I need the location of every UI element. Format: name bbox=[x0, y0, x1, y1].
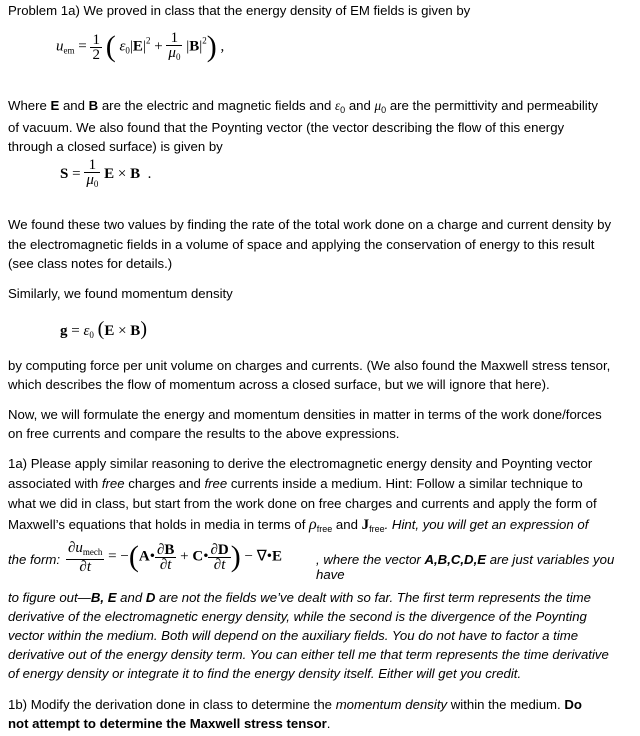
energy-density-equation: $u_{em}$ = $\frac{1}{2}$ ( $\varepsilon_0|E|^2$ + $\frac{1}{\mu_0}$ $|B|^2$) , bbox=[56, 29, 225, 63]
part-a-line-1: 1a) Please apply similar reasoning to derive the electromagnetic energy density and Poynting vector bbox=[8, 456, 593, 471]
similarly-line: Similarly, we found momentum density bbox=[8, 286, 233, 301]
computing-line-1: by computing force per unit volume on charges and currents. (We also found the Maxwell stress tensor, bbox=[8, 358, 611, 373]
found-line-3: (see class notes for details.) bbox=[8, 256, 173, 271]
now-line-1: Now, we will formulate the energy and momentum densities in matter in terms of the work done/forces bbox=[8, 407, 602, 422]
part-b-line-1: 1b) Modify the derivation done in class to determine the momentum density within the medium. Do bbox=[8, 697, 582, 712]
poynting-equation: S = $\frac{1}{\mu_0}$ E × B . bbox=[60, 157, 152, 189]
italic-line-5: of energy density or integrate it to find the energy density itself. Either will get you credit. bbox=[8, 666, 522, 681]
fields-description: Where E and B are the electric and magnetic fields and $\varepsilon_0$ and $\mu_0$ are the permittivity and permeability bbox=[8, 98, 598, 115]
momentum-density-equation: $g = \varepsilon_0$ (E × B) bbox=[60, 318, 147, 340]
part-a-line-3: what we did in class, but start from the work done on free charges and currents and apply the form of bbox=[8, 496, 597, 511]
part-a-line-2: associated with free charges and free currents inside a medium. Hint: Follow a similar technique to bbox=[8, 476, 583, 491]
found-line-2: the electromagnetic fields in a volume of space and applying the conservation of energy to this result bbox=[8, 237, 595, 252]
part-a-line-4: Maxwell’s equations that holds in media in terms of $\rho_{free}$ and $J_{free}$. Hint, you will get an expression of bbox=[8, 516, 589, 534]
fields-line-2: of vacuum. We also found that the Poynting vector (the vector describing the flow of this energy bbox=[8, 120, 565, 135]
fields-line-3: through a closed surface) is given by bbox=[8, 139, 223, 154]
italic-line-4: derivative out of the energy density term. You can either tell me that term represents the time derivative bbox=[8, 647, 609, 662]
computing-line-2: which describes the flow of momentum across a closed surface, but we will ignore that here). bbox=[8, 377, 550, 392]
italic-line-2: derivative of the electromagnetic energy density, while the second is the divergence of the Poynting bbox=[8, 609, 587, 624]
now-line-2: on free currents and compare the results to the above expressions. bbox=[8, 426, 400, 441]
form-equation: $\frac{\partial u_{mech}}{\partial t}$ = −(A• $\frac{\partial B}{\partial t}$ + C• $\frac{\partial D}{\partial t}$ ) − ∇•E bbox=[68, 539, 282, 575]
problem-intro: Problem 1a) We proved in class that the energy density of EM fields is given by bbox=[8, 3, 471, 18]
found-line-1: We found these two values by finding the rate of the total work done on a charge and current density by bbox=[8, 217, 612, 232]
part-b-line-2: not attempt to determine the Maxwell stress tensor. bbox=[8, 716, 331, 731]
form-equation-line: the form: $\frac{\partial u_{mech}}{\partial t}$ = −(A• $\frac{\partial B}{\partial t}$ + C• $\frac{\partial D}{\partial t}$ ) − ∇•E , where the vector A,B,C,D,E are just variables you have bbox=[8, 539, 615, 582]
italic-line-1: to figure out—B, E and D are not the fields we’ve dealt with so far. The first term represents the time bbox=[8, 590, 591, 605]
italic-line-3: vector within the medium. Both will depend on the auxiliary fields. You do not have to factor a time bbox=[8, 628, 579, 643]
